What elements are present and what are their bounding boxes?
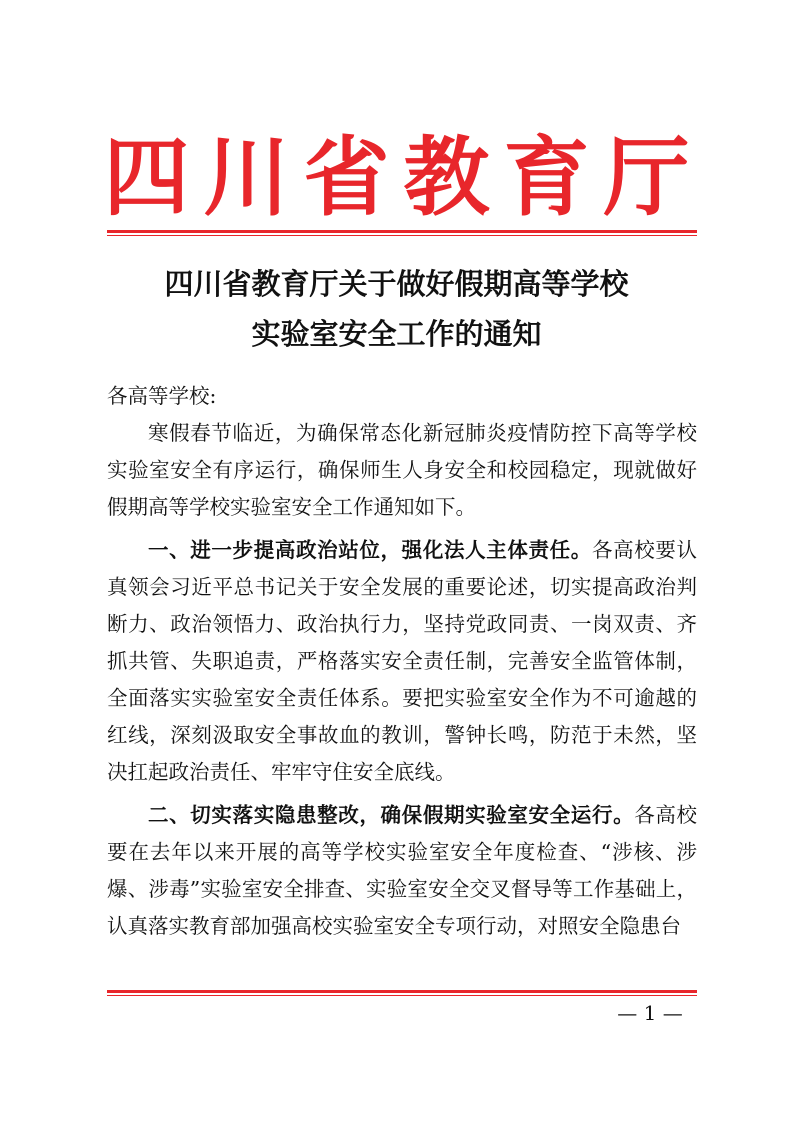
section-1-heading: 一、进一步提高政治站位，强化法人主体责任。 [148,538,592,562]
document-title-line-2: 实验室安全工作的通知 [251,317,542,351]
section-1-text: 各高校要认真领会习近平总书记关于安全发展的重要论述，切实提高政治判断力、政治领悟力、政治执行力，坚持党政同责、一岗双责、齐抓共管、失职追责，严格落实安全责任制，完善安全监管体制，全面落实实验室安全责任体系。要把实验室安全作为不可逾越的红线，深刻汲取安全事故血的教训，警钟长鸣，防范于未然，坚决扛起政治责任、牢牢守住安全底线。 [107,538,698,784]
issuer-masthead: 四川省教育厅 [103,127,704,228]
page-number: — 1 — [617,1001,683,1025]
footer-divider [107,990,697,996]
intro-paragraph: 寒假春节临近，为确保常态化新冠肺炎疫情防控下高等学校实验室安全有序运行，确保师生人身安全和校园稳定，现就做好假期高等学校实验室安全工作通知如下。 [107,421,697,519]
salutation: 各高等学校: [107,384,217,408]
document-body [107,378,697,945]
section-2-text: 各高校要在去年以来开展的高等学校实验室安全年度检查、“涉核、涉爆、涉毒”实验室安全排查、实验室安全交叉督导等工作基础上，认真落实教育部加强高校实验室安全专项行动，对照安全隐患台 [107,803,697,938]
section-2-paragraph [107,797,697,945]
section-2-heading: 二、切实落实隐患整改，确保假期实验室安全运行。 [148,803,635,827]
document-title-line-1: 四川省教育厅关于做好假期高等学校 [164,267,629,301]
header-divider [107,230,697,236]
section-1-paragraph [107,532,697,791]
